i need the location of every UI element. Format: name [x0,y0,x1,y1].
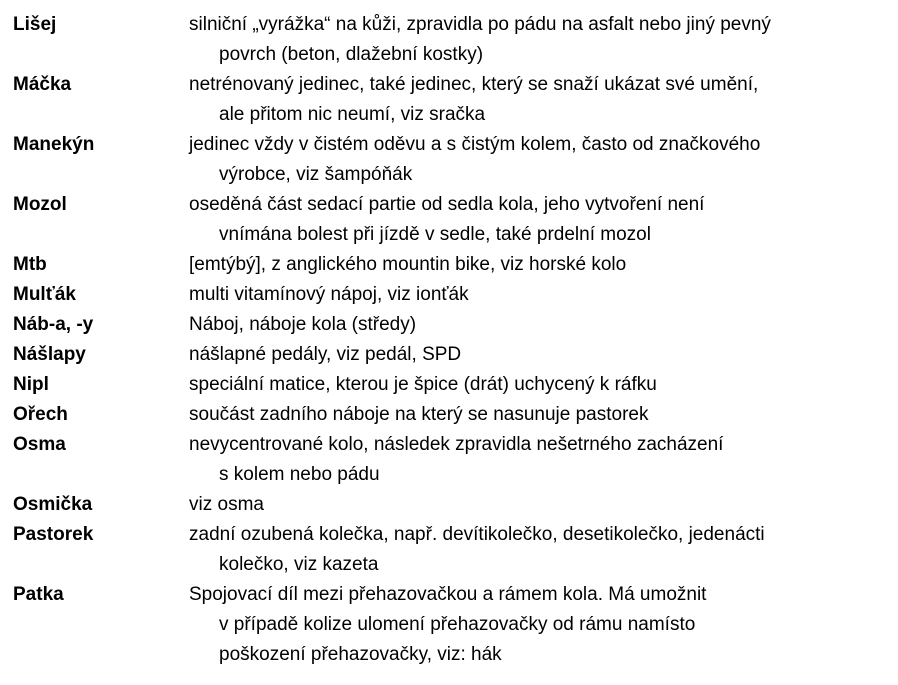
glossary-entry [0,430,898,490]
definition-line: multi vitamínový nápoj, viz ionťák [189,284,469,305]
glossary-term: Ořech [13,404,68,425]
definition-line: jedinec vždy v čistém oděvu a s čistým kolem, často od značkového [189,134,761,155]
glossary-definition [189,190,898,250]
glossary-term: Nášlapy [13,344,86,365]
glossary-entry [0,490,898,520]
glossary-definition [189,580,898,670]
glossary-term: Nipl [13,374,49,395]
definition-line: oseděná část sedací partie od sedla kola, jeho vytvoření není [189,194,705,215]
glossary-definition [189,70,898,130]
glossary-term: Osma [13,434,66,455]
definition-line: viz osma [189,494,264,515]
glossary-term: Mtb [13,254,47,275]
glossary-entry [0,370,898,400]
glossary-term: Osmička [13,494,93,515]
glossary-definition [189,400,898,430]
glossary-entry [0,340,898,370]
glossary-entry [0,580,898,670]
glossary-definition [189,10,898,70]
glossary-definition [189,250,898,280]
definition-line: nášlapné pedály, viz pedál, SPD [189,344,462,365]
glossary-term: Manekýn [13,134,95,155]
definition-line: vnímána bolest při jízdě v sedle, také prdelní mozol [219,224,651,245]
definition-line: povrch (beton, dlažební kostky) [219,44,484,65]
glossary-term: Máčka [13,74,72,95]
glossary-entry [0,250,898,280]
glossary-definition [189,430,898,490]
glossary-entry [0,400,898,430]
glossary-term: Patka [13,584,64,605]
definition-line: součást zadního náboje na který se nasunuje pastorek [189,404,649,425]
glossary-term: Lišej [13,14,57,35]
glossary-entry [0,130,898,190]
definition-line: poškození přehazovačky, viz: hák [219,644,502,665]
glossary-term: Mozol [13,194,67,215]
definition-line: Spojovací díl mezi přehazovačkou a rámem kola. Má umožnit [189,584,707,605]
glossary-entry [0,520,898,580]
glossary-entry [0,190,898,250]
glossary-definition [189,130,898,190]
glossary-term: Mulťák [13,284,76,305]
glossary-entry [0,10,898,70]
glossary-definition [189,370,898,400]
definition-line: s kolem nebo pádu [219,464,380,485]
glossary-definition [189,340,898,370]
glossary-definition [189,520,898,580]
glossary-definition [189,490,898,520]
definition-line: nevycentrované kolo, následek zpravidla nešetrného zacházení [189,434,724,455]
glossary-list [0,10,898,670]
definition-line: silniční „vyrážka“ na kůži, zpravidla po pádu na asfalt nebo jiný pevný [189,14,771,35]
definition-line: Náboj, náboje kola (středy) [189,314,417,335]
definition-line: ale přitom nic neumí, viz sračka [219,104,486,125]
definition-line: zadní ozubená kolečka, např. devítikolečko, desetikolečko, jedenácti [189,524,765,545]
glossary-entry [0,70,898,130]
glossary-term: Náb-a, -y [13,314,94,335]
glossary-entry [0,310,898,340]
definition-line: kolečko, viz kazeta [219,554,379,575]
definition-line: speciální matice, kterou je špice (drát) uchycený k ráfku [189,374,657,395]
definition-line: v případě kolize ulomení přehazovačky od rámu namísto [219,614,696,635]
glossary-definition [189,310,898,340]
definition-line: [emtýbý], z anglického mountin bike, viz horské kolo [189,254,627,275]
glossary-entry [0,280,898,310]
definition-line: výrobce, viz šampóňák [219,164,413,185]
definition-line: netrénovaný jedinec, také jedinec, který se snaží ukázat své umění, [189,74,759,95]
glossary-term: Pastorek [13,524,94,545]
glossary-definition [189,280,898,310]
